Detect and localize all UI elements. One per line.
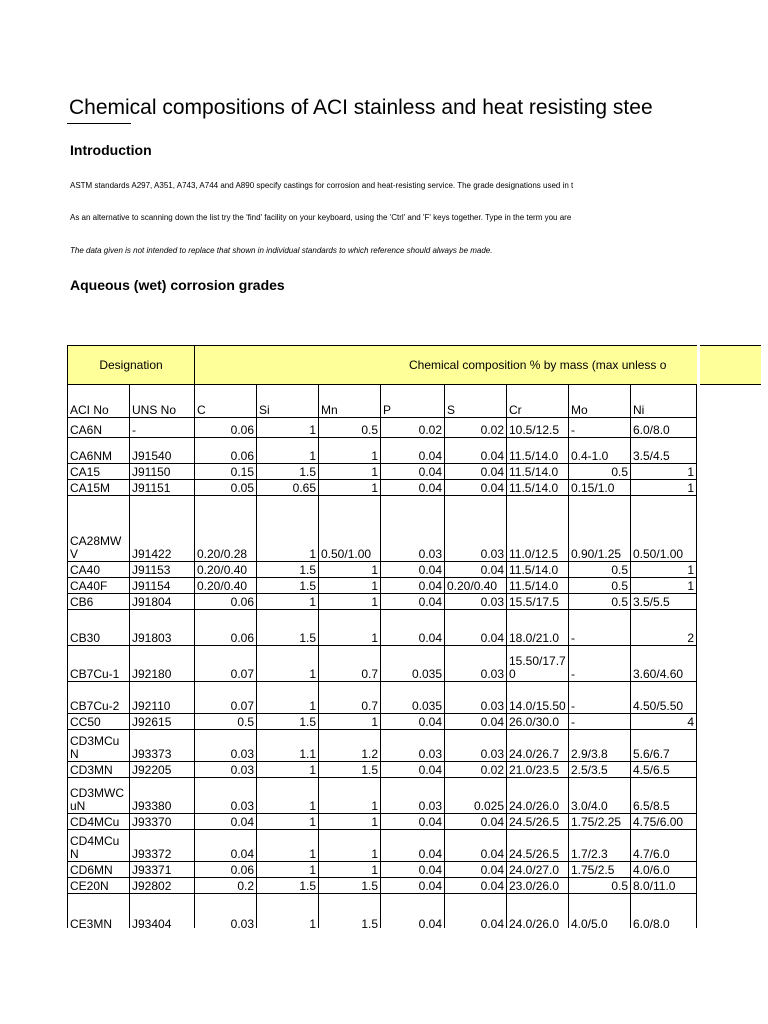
cell-uns-no: J93404 (130, 894, 195, 929)
cell-c: 0.03 (195, 762, 257, 778)
cell-p: 0.03 (381, 730, 445, 762)
cell-s: 0.04 (445, 610, 507, 646)
table-column-header-row (68, 385, 697, 418)
table-row (68, 762, 697, 778)
cell-p: 0.04 (381, 480, 445, 496)
cell-si: 0.65 (257, 480, 319, 496)
column-header-uns-no: UNS No (130, 385, 195, 418)
cell-s: 0.04 (445, 562, 507, 578)
cell-cr: 14.0/15.50 (507, 682, 569, 714)
table-row (68, 646, 697, 682)
cell-cr: 15.5/17.5 (507, 594, 569, 610)
cell-mo: 1.75/2.5 (569, 862, 631, 878)
cell-mn: 1 (319, 578, 381, 594)
composition-table (67, 345, 697, 928)
intro-paragraph-1: ASTM standards A297, A351, A743, A744 and A890 specify castings for corrosion and heat-resisting service. The grade designations used in t (70, 181, 574, 190)
cell-ni: 1 (631, 578, 697, 594)
cell-si: 1.5 (257, 878, 319, 894)
cell-c: 0.03 (195, 730, 257, 762)
cell-aci-no: CD3MCuN (68, 730, 130, 762)
table-row (68, 594, 697, 610)
introduction-heading: Introduction (70, 142, 152, 158)
cell-aci-no: CD4MCuN (68, 830, 130, 862)
cell-cr: 24.0/26.0 (507, 894, 569, 929)
cell-mn: 1 (319, 464, 381, 480)
cell-c: 0.07 (195, 682, 257, 714)
cell-c: 0.04 (195, 814, 257, 830)
cell-cr: 23.0/26.0 (507, 878, 569, 894)
table-row (68, 682, 697, 714)
column-header-s: S (445, 385, 507, 418)
table-row (68, 814, 697, 830)
table-row (68, 578, 697, 594)
cell-mo: 3.0/4.0 (569, 778, 631, 814)
column-header-cr: Cr (507, 385, 569, 418)
cell-c: 0.05 (195, 480, 257, 496)
cell-aci-no: CD6MN (68, 862, 130, 878)
cell-aci-no: CB6 (68, 594, 130, 610)
cell-p: 0.03 (381, 496, 445, 562)
cell-p: 0.04 (381, 894, 445, 929)
table-body (68, 418, 697, 929)
cell-ni: 6.0/8.0 (631, 418, 697, 438)
column-header-mn: Mn (319, 385, 381, 418)
cell-c: 0.06 (195, 862, 257, 878)
cell-c: 0.03 (195, 778, 257, 814)
column-header-si: Si (257, 385, 319, 418)
cell-aci-no: CA15M (68, 480, 130, 496)
cell-s: 0.04 (445, 480, 507, 496)
table-row (68, 464, 697, 480)
cell-c: 0.20/0.28 (195, 496, 257, 562)
cell-p: 0.04 (381, 830, 445, 862)
table-row (68, 730, 697, 762)
cell-ni: 0.50/1.00 (631, 496, 697, 562)
cell-cr: 26.0/30.0 (507, 714, 569, 730)
cell-p: 0.04 (381, 594, 445, 610)
cell-aci-no: CC50 (68, 714, 130, 730)
cell-si: 1.1 (257, 730, 319, 762)
cell-mo: 0.4-1.0 (569, 438, 631, 464)
cell-s: 0.04 (445, 714, 507, 730)
cell-aci-no: CA6N (68, 418, 130, 438)
designation-header: Designation (68, 346, 195, 385)
cell-p: 0.04 (381, 610, 445, 646)
cell-c: 0.2 (195, 878, 257, 894)
cell-aci-no: CD3MWCuN (68, 778, 130, 814)
cell-p: 0.035 (381, 646, 445, 682)
cell-mo: 1.75/2.25 (569, 814, 631, 830)
cell-c: 0.06 (195, 594, 257, 610)
cell-si: 1 (257, 814, 319, 830)
cell-c: 0.06 (195, 610, 257, 646)
cell-mo: - (569, 610, 631, 646)
cell-s: 0.025 (445, 778, 507, 814)
cell-ni: 6.0/8.0 (631, 894, 697, 929)
cell-mn: 1 (319, 830, 381, 862)
table-row (68, 496, 697, 562)
table-row (68, 894, 697, 929)
cell-ni: 4.7/6.0 (631, 830, 697, 862)
cell-uns-no: J91540 (130, 438, 195, 464)
cell-s: 0.02 (445, 762, 507, 778)
cell-cr: 11.0/12.5 (507, 496, 569, 562)
cell-si: 1 (257, 762, 319, 778)
cell-s: 0.04 (445, 464, 507, 480)
cell-ni: 8.0/11.0 (631, 878, 697, 894)
cell-s: 0.04 (445, 830, 507, 862)
cell-mn: 0.7 (319, 682, 381, 714)
cell-si: 1 (257, 646, 319, 682)
cell-cr: 24.5/26.5 (507, 830, 569, 862)
cell-cr: 18.0/21.0 (507, 610, 569, 646)
cell-uns-no: J93373 (130, 730, 195, 762)
cell-mo: - (569, 714, 631, 730)
cell-aci-no: CD4MCu (68, 814, 130, 830)
cell-c: 0.15 (195, 464, 257, 480)
cell-ni: 4.50/5.50 (631, 682, 697, 714)
cell-mo: 0.5 (569, 878, 631, 894)
cell-aci-no: CE3MN (68, 894, 130, 929)
table-row (68, 480, 697, 496)
cell-p: 0.04 (381, 814, 445, 830)
cell-ni: 1 (631, 480, 697, 496)
cell-c: 0.03 (195, 894, 257, 929)
cell-ni: 5.6/6.7 (631, 730, 697, 762)
cell-c: 0.07 (195, 646, 257, 682)
cell-aci-no: CE20N (68, 878, 130, 894)
cell-s: 0.03 (445, 646, 507, 682)
cell-p: 0.04 (381, 762, 445, 778)
cell-s: 0.03 (445, 682, 507, 714)
disclaimer-note: The data given is not intended to replace that shown in individual standards to which reference should always be made. (70, 246, 493, 255)
cell-ni: 3.60/4.60 (631, 646, 697, 682)
cell-c: 0.06 (195, 418, 257, 438)
cell-p: 0.04 (381, 464, 445, 480)
cell-p: 0.035 (381, 682, 445, 714)
cell-mo: 0.15/1.0 (569, 480, 631, 496)
cell-uns-no: J91804 (130, 594, 195, 610)
cell-uns-no: J92180 (130, 646, 195, 682)
cell-mn: 1 (319, 778, 381, 814)
cell-cr: 11.5/14.0 (507, 562, 569, 578)
cell-mn: 1 (319, 438, 381, 464)
cell-mo: 0.90/1.25 (569, 496, 631, 562)
cell-uns-no: J93380 (130, 778, 195, 814)
cell-aci-no: CB7Cu-2 (68, 682, 130, 714)
cell-mn: 1.5 (319, 762, 381, 778)
cell-si: 1 (257, 682, 319, 714)
cell-uns-no: J92205 (130, 762, 195, 778)
cell-si: 1 (257, 594, 319, 610)
cell-mo: - (569, 646, 631, 682)
cell-aci-no: CA40 (68, 562, 130, 578)
cell-mn: 1 (319, 862, 381, 878)
cell-cr: 21.0/23.5 (507, 762, 569, 778)
cell-mo: 2.5/3.5 (569, 762, 631, 778)
cell-ni: 6.5/8.5 (631, 778, 697, 814)
cell-uns-no: J91803 (130, 610, 195, 646)
cell-mn: 1 (319, 610, 381, 646)
column-header-p: P (381, 385, 445, 418)
cell-uns-no: J91153 (130, 562, 195, 578)
cell-p: 0.04 (381, 438, 445, 464)
cell-mo: 1.7/2.3 (569, 830, 631, 862)
cell-s: 0.20/0.40 (445, 578, 507, 594)
table-row (68, 778, 697, 814)
cell-c: 0.20/0.40 (195, 562, 257, 578)
cell-p: 0.04 (381, 714, 445, 730)
column-header-aci-no: ACI No (68, 385, 130, 418)
title-underline (67, 123, 131, 124)
cell-s: 0.04 (445, 862, 507, 878)
cell-si: 1 (257, 778, 319, 814)
cell-cr: 24.0/27.0 (507, 862, 569, 878)
cell-mo: 0.5 (569, 594, 631, 610)
table-viewport (67, 345, 700, 928)
cell-mn: 1.5 (319, 878, 381, 894)
cell-si: 1 (257, 830, 319, 862)
cell-cr: 15.50/17.70 (507, 646, 569, 682)
cell-p: 0.04 (381, 562, 445, 578)
cell-si: 1.5 (257, 464, 319, 480)
cell-uns-no: J92110 (130, 682, 195, 714)
cell-ni: 4 (631, 714, 697, 730)
cell-s: 0.03 (445, 730, 507, 762)
cell-uns-no: J91151 (130, 480, 195, 496)
cell-uns-no: J91154 (130, 578, 195, 594)
cell-mo: 4.0/5.0 (569, 894, 631, 929)
cell-mn: 1 (319, 562, 381, 578)
column-header-c: C (195, 385, 257, 418)
cell-c: 0.20/0.40 (195, 578, 257, 594)
table-row (68, 418, 697, 438)
cell-si: 1.5 (257, 714, 319, 730)
cell-uns-no: J93370 (130, 814, 195, 830)
table-group-header-row (68, 346, 697, 385)
cell-mo: 0.5 (569, 578, 631, 594)
cell-mo: - (569, 418, 631, 438)
table-row (68, 610, 697, 646)
cell-mn: 1 (319, 714, 381, 730)
cell-mo: 0.5 (569, 464, 631, 480)
cell-s: 0.03 (445, 496, 507, 562)
cell-s: 0.02 (445, 418, 507, 438)
cell-cr: 11.5/14.0 (507, 480, 569, 496)
cell-aci-no: CA28MWV (68, 496, 130, 562)
cell-aci-no: CB30 (68, 610, 130, 646)
cell-si: 1 (257, 496, 319, 562)
cell-uns-no: J92615 (130, 714, 195, 730)
cell-cr: 11.5/14.0 (507, 464, 569, 480)
cell-uns-no: J93372 (130, 830, 195, 862)
cell-mn: 1 (319, 594, 381, 610)
aqueous-corrosion-heading: Aqueous (wet) corrosion grades (70, 277, 285, 293)
cell-uns-no: J92802 (130, 878, 195, 894)
table-row (68, 862, 697, 878)
cell-cr: 24.5/26.5 (507, 814, 569, 830)
cell-p: 0.03 (381, 778, 445, 814)
cell-si: 1 (257, 438, 319, 464)
table-row (68, 438, 697, 464)
cell-cr: 24.0/26.7 (507, 730, 569, 762)
cell-ni: 2 (631, 610, 697, 646)
cell-si: 1.5 (257, 562, 319, 578)
composition-header: Chemical composition % by mass (max unless o (195, 346, 697, 385)
cell-si: 1 (257, 862, 319, 878)
cell-cr: 10.5/12.5 (507, 418, 569, 438)
cell-cr: 24.0/26.0 (507, 778, 569, 814)
cell-p: 0.02 (381, 418, 445, 438)
cell-aci-no: CD3MN (68, 762, 130, 778)
cell-ni: 3.5/4.5 (631, 438, 697, 464)
cell-p: 0.04 (381, 578, 445, 594)
cell-si: 1.5 (257, 578, 319, 594)
cell-uns-no: J93371 (130, 862, 195, 878)
table-row (68, 830, 697, 862)
cell-si: 1 (257, 418, 319, 438)
cell-s: 0.03 (445, 594, 507, 610)
table-row (68, 714, 697, 730)
cell-mn: 0.50/1.00 (319, 496, 381, 562)
cell-aci-no: CA40F (68, 578, 130, 594)
cell-mn: 0.5 (319, 418, 381, 438)
cell-si: 1 (257, 894, 319, 929)
cell-aci-no: CA15 (68, 464, 130, 480)
cell-si: 1.5 (257, 610, 319, 646)
cell-ni: 4.0/6.0 (631, 862, 697, 878)
cell-p: 0.04 (381, 878, 445, 894)
cell-mo: 2.9/3.8 (569, 730, 631, 762)
table-row (68, 878, 697, 894)
cell-ni: 3.5/5.5 (631, 594, 697, 610)
table-row (68, 562, 697, 578)
header-overflow-fill (700, 345, 761, 385)
cell-mn: 1 (319, 814, 381, 830)
cell-cr: 11.5/14.0 (507, 578, 569, 594)
cell-s: 0.04 (445, 438, 507, 464)
intro-paragraph-2: As an alternative to scanning down the list try the 'find' facility on your keyboard, using the 'Ctrl' and 'F' keys together. Type in the term you are (70, 213, 572, 222)
cell-aci-no: CB7Cu-1 (68, 646, 130, 682)
cell-c: 0.06 (195, 438, 257, 464)
cell-mn: 0.7 (319, 646, 381, 682)
column-header-ni: Ni (631, 385, 697, 418)
cell-cr: 11.5/14.0 (507, 438, 569, 464)
cell-mo: - (569, 682, 631, 714)
cell-s: 0.04 (445, 814, 507, 830)
cell-ni: 4.5/6.5 (631, 762, 697, 778)
cell-mn: 1 (319, 480, 381, 496)
cell-uns-no: J91422 (130, 496, 195, 562)
cell-s: 0.04 (445, 894, 507, 929)
cell-mo: 0.5 (569, 562, 631, 578)
cell-c: 0.5 (195, 714, 257, 730)
cell-uns-no: - (130, 418, 195, 438)
column-header-mo: Mo (569, 385, 631, 418)
cell-c: 0.04 (195, 830, 257, 862)
cell-uns-no: J91150 (130, 464, 195, 480)
cell-mn: 1.2 (319, 730, 381, 762)
cell-aci-no: CA6NM (68, 438, 130, 464)
cell-p: 0.04 (381, 862, 445, 878)
cell-mn: 1.5 (319, 894, 381, 929)
cell-ni: 4.75/6.00 (631, 814, 697, 830)
cell-ni: 1 (631, 464, 697, 480)
cell-s: 0.04 (445, 878, 507, 894)
cell-ni: 1 (631, 562, 697, 578)
page-title: Chemical compositions of ACI stainless and heat resisting stee (69, 96, 653, 119)
